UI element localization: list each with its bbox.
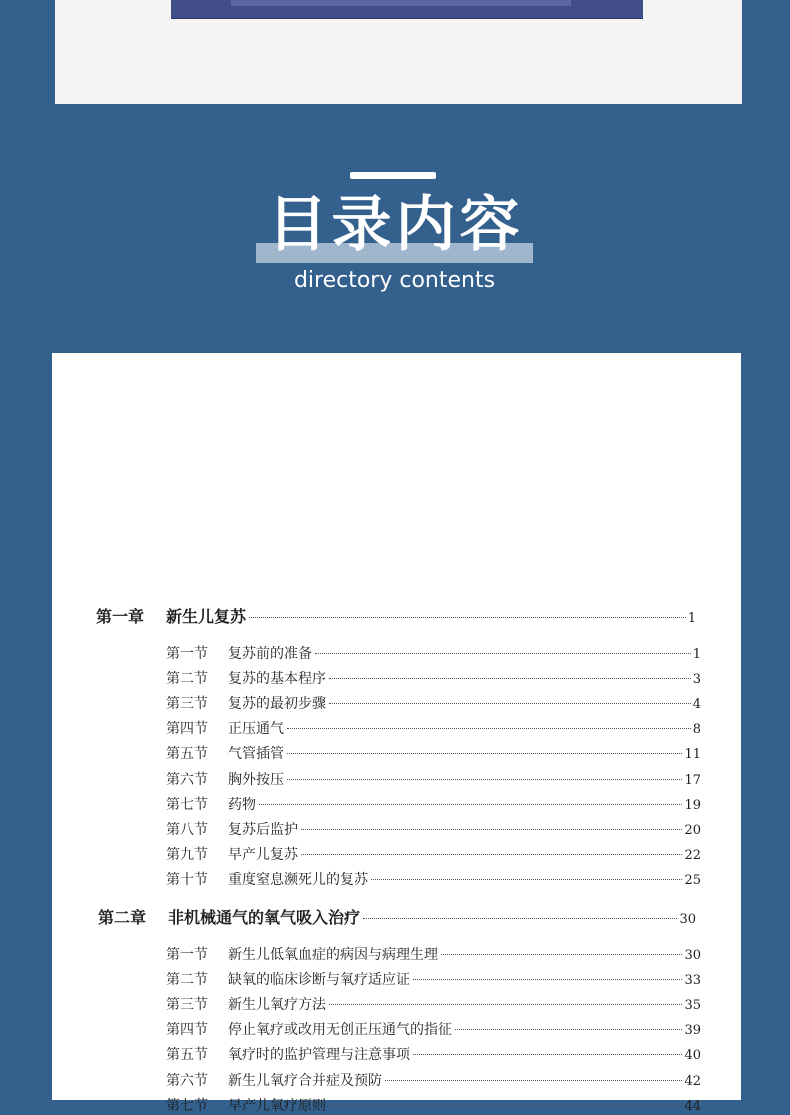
section-number: 第三节 [166,997,208,1013]
chapter-page-number: 1 [687,611,696,626]
toc-section-row[interactable] [166,869,701,889]
section-number: 第二节 [166,671,208,687]
section-number: 第七节 [166,1098,208,1114]
section-title-text: 药物 [228,797,256,813]
dot-leader [329,678,691,679]
section-page-number: 22 [684,848,701,863]
section-title-text: 早产儿氧疗原则 [228,1098,326,1114]
section-page-number: 4 [692,697,701,712]
dot-leader [287,753,682,754]
section-page-number: 25 [684,873,701,888]
section-number: 第九节 [166,847,208,863]
section-title-text: 早产儿复苏 [228,847,298,863]
section-page-number: 35 [684,998,701,1013]
section-page-number: 40 [684,1048,701,1063]
section-title-text: 新生儿低氧血症的病因与病理生理 [228,947,438,963]
section-page-number: 1 [692,647,701,662]
toc-section-row[interactable] [166,643,701,663]
chapter-number: 第一章 [96,607,145,626]
toc-section-row[interactable] [166,969,701,989]
toc-section-row[interactable] [166,794,701,814]
toc-section-row[interactable] [166,844,701,864]
section-number: 第六节 [166,1073,208,1089]
dot-leader [329,1105,682,1106]
toc-section-row[interactable] [166,1095,701,1115]
toc-section-row[interactable] [166,769,701,789]
section-page-number: 3 [692,672,701,687]
section-title-text: 复苏的基本程序 [228,671,326,687]
section-number: 第十节 [166,872,208,888]
dot-leader [413,1054,682,1055]
dot-leader [315,653,691,654]
section-number: 第六节 [166,772,208,788]
dot-leader [413,979,682,980]
dot-leader [301,854,682,855]
toc-section-row[interactable] [166,1070,701,1090]
section-page-number: 11 [684,747,701,762]
toc-section-row[interactable] [166,718,701,738]
section-title-text: 停止氧疗或改用无创正压通气的指征 [228,1022,452,1038]
section-title-text: 新生儿氧疗方法 [228,997,326,1013]
dot-leader [249,617,686,618]
toc-section-row[interactable] [166,1019,701,1039]
section-title-text: 复苏后监护 [228,822,298,838]
dot-leader [441,954,682,955]
section-page-number: 44 [684,1099,701,1114]
section-page-number: 17 [684,773,701,788]
chapter-title: 新生儿复苏 [166,607,247,626]
section-number: 第一节 [166,646,208,662]
dot-leader [329,1004,682,1005]
dot-leader [301,829,682,830]
section-number: 第八节 [166,822,208,838]
toc-section-row[interactable] [166,994,701,1014]
section-page-number: 8 [692,722,701,737]
dot-leader [385,1080,682,1081]
chapter-title: 非机械通气的氧气吸入治疗 [168,908,361,927]
book-image-edge [171,0,643,19]
toc-section-row[interactable] [166,668,701,688]
section-page-number: 20 [684,823,701,838]
section-page-number: 30 [684,948,701,963]
section-page-number: 42 [684,1074,701,1089]
dot-leader [287,779,682,780]
book-image-inner [231,0,571,6]
dot-leader [455,1029,682,1030]
section-title-text: 重度窒息濒死儿的复苏 [228,872,368,888]
section-number: 第五节 [166,1047,208,1063]
section-number: 第七节 [166,797,208,813]
section-number: 第三节 [166,696,208,712]
section-title-text: 缺氧的临床诊断与氧疗适应证 [228,972,410,988]
toc-section-row[interactable] [166,743,701,763]
section-title-text: 正压通气 [228,721,284,737]
chapter-number: 第二章 [98,908,147,927]
chapter-page-number: 30 [679,912,696,927]
section-page-number: 39 [684,1023,701,1038]
toc-section-row[interactable] [166,819,701,839]
section-title-text: 复苏前的准备 [228,646,312,662]
toc-section-row[interactable] [166,1044,701,1064]
toc-chapter-row[interactable] [96,604,696,627]
toc-page [52,353,741,1114]
section-title: 目录内容 [267,190,524,260]
dot-leader [371,879,682,880]
dot-leader [329,703,691,704]
section-number: 第五节 [166,746,208,762]
section-title-text: 氧疗时的监护管理与注意事项 [228,1047,410,1063]
toc-chapter-row[interactable] [98,905,696,928]
title-decor-bar [350,172,436,179]
section-page-number: 19 [684,798,701,813]
section-number: 第四节 [166,721,208,737]
toc-section-row[interactable] [166,944,701,964]
section-title-text: 胸外按压 [228,772,284,788]
dot-leader [363,918,677,919]
dot-leader [287,728,691,729]
section-title-text: 新生儿氧疗合并症及预防 [228,1073,382,1089]
section-number: 第二节 [166,972,208,988]
section-subtitle: directory contents [293,268,496,293]
dot-leader [259,804,682,805]
section-number: 第一节 [166,947,208,963]
section-number: 第四节 [166,1022,208,1038]
section-page-number: 33 [684,973,701,988]
toc-section-row[interactable] [166,693,701,713]
section-title-text: 复苏的最初步骤 [228,696,326,712]
top-photo-card [55,0,742,104]
section-title-text: 气管插管 [228,746,284,762]
